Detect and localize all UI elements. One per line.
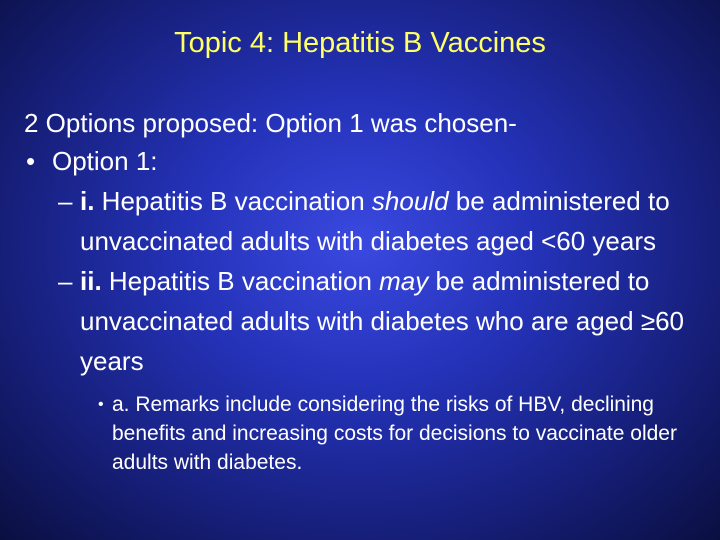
intro-line: 2 Options proposed: Option 1 was chosen- bbox=[24, 108, 517, 138]
slide-title: Topic 4: Hepatitis B Vaccines bbox=[174, 27, 546, 59]
remark-text: a. Remarks include considering the risks of HBV, declining benefits and increasing costs for decisions to vaccinate older adults with diabetes. bbox=[112, 393, 677, 474]
bullet-marker: • bbox=[26, 146, 36, 176]
item-ii-emphasis: may bbox=[379, 266, 429, 296]
item-ii-text-after: be administered to unvaccinated adults with diabetes who are aged ≥60 years bbox=[80, 266, 685, 376]
option-item-i bbox=[24, 181, 714, 261]
remark-item bbox=[24, 390, 714, 477]
item-i-text-after: be administered to unvaccinated adults with diabetes aged <60 years bbox=[80, 186, 670, 256]
option-item-ii bbox=[24, 261, 714, 381]
dash-marker: – bbox=[58, 266, 73, 296]
item-i-number: i. bbox=[80, 186, 95, 216]
bullet-option-1 bbox=[24, 141, 714, 181]
item-i-emphasis: should bbox=[371, 186, 449, 216]
slide-content bbox=[24, 105, 714, 477]
sub-bullet-marker: • bbox=[98, 396, 104, 413]
option-1-label: Option 1: bbox=[52, 146, 158, 176]
item-ii-text-before: Hepatitis B vaccination bbox=[101, 266, 380, 296]
dash-marker: – bbox=[58, 186, 73, 216]
item-i-text-before: Hepatitis B vaccination bbox=[94, 186, 372, 216]
item-ii-number: ii. bbox=[80, 266, 102, 296]
